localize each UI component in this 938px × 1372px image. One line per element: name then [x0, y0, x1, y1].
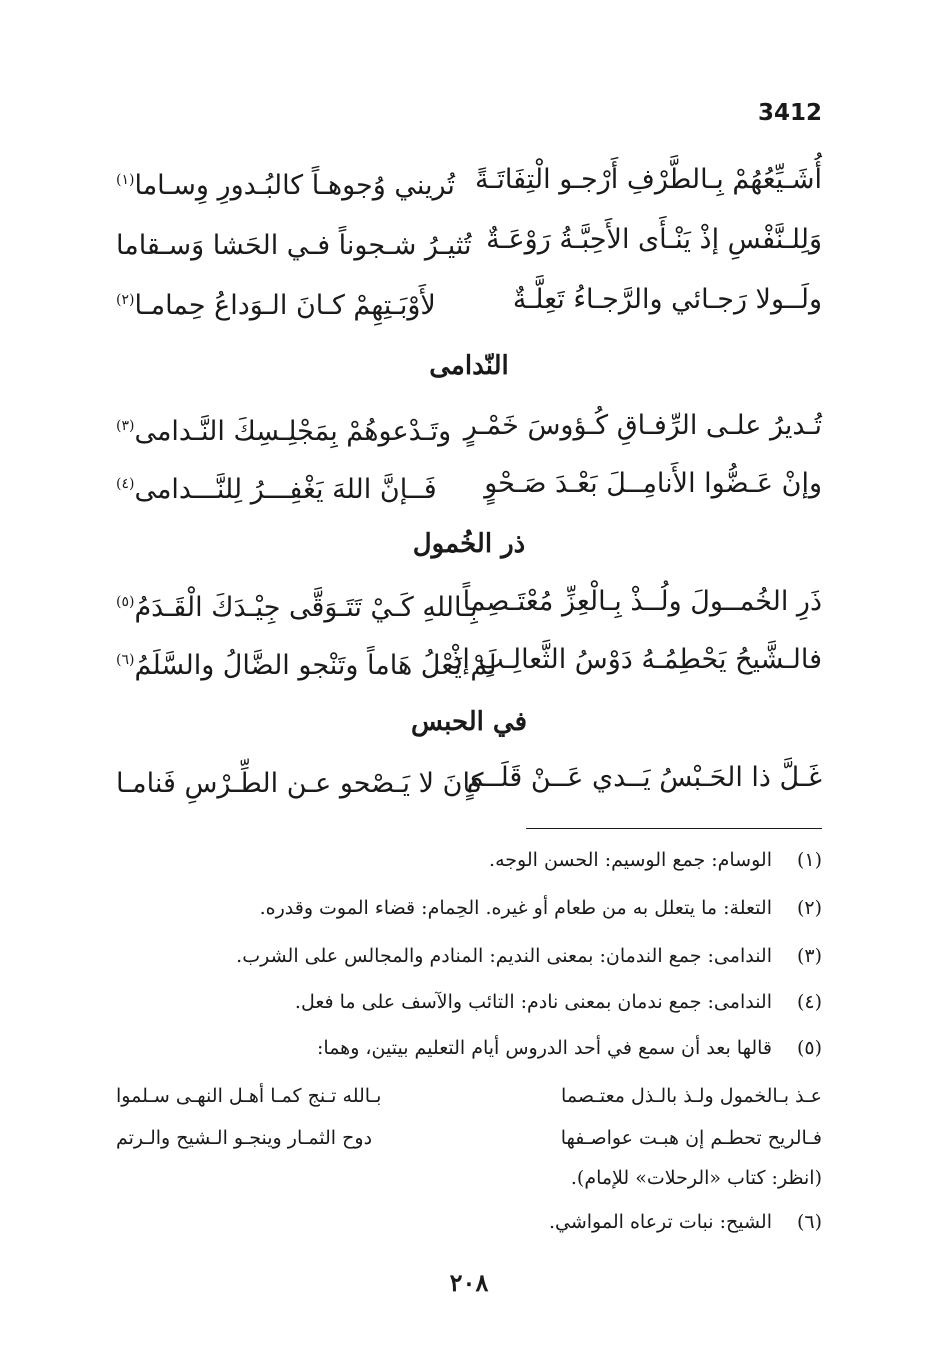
- footnote-number: (١): [796, 849, 822, 871]
- verse-second-hemistich: [116, 636, 497, 690]
- footnote: [116, 984, 822, 1020]
- verse-second-hemistich: [116, 578, 478, 632]
- verse-text: كانَ لا يَـصْحو عـن الطِّـرْسِ فَنامـا: [116, 768, 484, 799]
- footnote-marker: (٥): [116, 594, 135, 610]
- verse-text: تُثيـرُ شـجوناً فـي الحَشا وَسـقاما: [116, 230, 472, 261]
- footnote-number: (٥): [796, 1037, 822, 1059]
- verse-text: وتَـدْعوهُمْ بِمَجْلِـسِكَ النَّـدامى: [134, 416, 452, 447]
- footnote-text: الوسام: جمع الوسيم: الحسن الوجه.: [489, 849, 772, 871]
- verse-second-hemistich: [116, 460, 437, 514]
- verse-text: فَــإنَّ اللهَ يَغْفِـــرُ لِلنَّـــدامى: [134, 474, 437, 505]
- verse-text: لَمْ يَعْلُ هَاماً وتَنْجو الضَّالُ والسَّلَمُ: [134, 650, 497, 681]
- verse-first-hemistich: وإنْ عَـضُّوا الأَنامِــلَ بَعْـدَ صَـحْوٍ: [484, 468, 822, 499]
- quoted-verse-first: فـالريح تحطـم إن هبـت عواصـفها: [560, 1127, 822, 1149]
- quoted-verse: [116, 1078, 822, 1114]
- verse-first-hemistich: وَلِلـنَّفْسِ إذْ يَنْـأَى الأَحِبَّـةُ رَوْعَـةٌ: [486, 224, 822, 255]
- verse-line: [116, 276, 822, 324]
- footnote-marker: (١): [116, 172, 135, 188]
- verse-first-hemistich: ذَرِ الخُمــولَ ولُــذْ بِـالْعِزِّ مُعْتَـصِماً: [462, 586, 822, 617]
- verse-line: [116, 754, 822, 802]
- verse-first-hemistich: غَـلَّ ذا الحَـبْسُ يَــدي عَــنْ قَلَــمٍ: [466, 762, 822, 793]
- quoted-verse: [116, 1120, 822, 1156]
- footnote-marker: (٣): [116, 418, 135, 434]
- verse-text: لأَوْبَـتِهِمْ كـانَ الـوَداعُ حِمامـا: [134, 290, 436, 321]
- footnote-separator: [526, 828, 822, 829]
- quoted-verse-first: عـذ بـالخمول ولـذ بالـذل معتـصما: [561, 1085, 822, 1107]
- footnote: [116, 938, 822, 974]
- verse-second-hemistich: [116, 276, 436, 330]
- footnote-number: (٦): [796, 1211, 822, 1233]
- verse-first-hemistich: ولَــولا رَجـائي والرَّجـاءُ تَعِلَّـةٌ: [512, 284, 822, 315]
- verse-line: [116, 402, 822, 450]
- footnote: [116, 1204, 822, 1240]
- footnote: [116, 1030, 822, 1066]
- verse-second-hemistich: [116, 156, 455, 210]
- quote-source: (انظر: كتاب «الرحلات» للإمام).: [570, 1167, 822, 1189]
- verse-line: [116, 156, 822, 204]
- section-heading: ذر الخُمول: [412, 529, 526, 559]
- footnote-number: (٢): [796, 897, 822, 919]
- verse-second-hemistich: [116, 754, 484, 808]
- section-heading: النّدامى: [429, 351, 509, 381]
- verse-line: [116, 460, 822, 508]
- section-heading: في الحبس: [410, 707, 528, 737]
- verse-second-hemistich: [116, 402, 451, 456]
- footnote: [116, 842, 822, 878]
- footnote-text: التعلة: ما يتعلل به من طعام أو غيره. الحِمام: قضاء الموت وقدره.: [259, 897, 772, 919]
- footnote-text: الندامى: جمع ندمان بمعنى نادم: التائب والآسف على ما فعل.: [294, 991, 772, 1013]
- verse-line: [116, 216, 822, 264]
- footnote-marker: (٦): [116, 652, 135, 668]
- verse-first-hemistich: تُـديرُ علـى الرِّفـاقِ كُـؤوسَ خَمْـرٍ: [463, 410, 822, 441]
- verse-text: تُريني وُجوهـاً كالبُـدورِ وِسـاما: [134, 170, 455, 201]
- page-number: ٢٠٨: [449, 1268, 489, 1297]
- quoted-verse-second: بـالله تـنج كمـا أهـل النهـى سـلموا: [116, 1085, 382, 1107]
- footnote: [116, 890, 822, 926]
- quoted-verse-second: دوح الثمـار وينجـو الـشيح والـرتم: [116, 1127, 373, 1149]
- footnote-marker: (٤): [116, 476, 135, 492]
- footnote-number: (٤): [796, 991, 822, 1013]
- verse-second-hemistich: [116, 216, 472, 270]
- verse-line: [116, 636, 822, 684]
- footnote-text: قالها بعد أن سمع في أحد الدروس أيام التعليم بيتين، وهما:: [317, 1037, 772, 1059]
- verse-text: بِـاللهِ كَـيْ تَتَـوَقَّى جِيْـدَكَ الْقَـدَمُ: [134, 592, 478, 623]
- page-id-number: 3412: [757, 100, 822, 126]
- verse-line: [116, 578, 822, 626]
- verse-first-hemistich: فالـشَّيحُ يَحْطِمُـهُ دَوْسُ الثَّعالِـبِ إذْ: [450, 644, 822, 675]
- verse-first-hemistich: أُشَـيِّعُهُمْ بِـالطَّرْفِ أَرْجـو الْتِفَاتَـةً: [474, 164, 822, 195]
- footnote-number: (٣): [796, 945, 822, 967]
- footnote-marker: (٢): [116, 292, 135, 308]
- footnote-text: الندامى: جمع الندمان: بمعنى النديم: المنادم والمجالس على الشرب.: [236, 945, 772, 967]
- footnote-text: الشيح: نبات ترعاه المواشي.: [548, 1211, 772, 1233]
